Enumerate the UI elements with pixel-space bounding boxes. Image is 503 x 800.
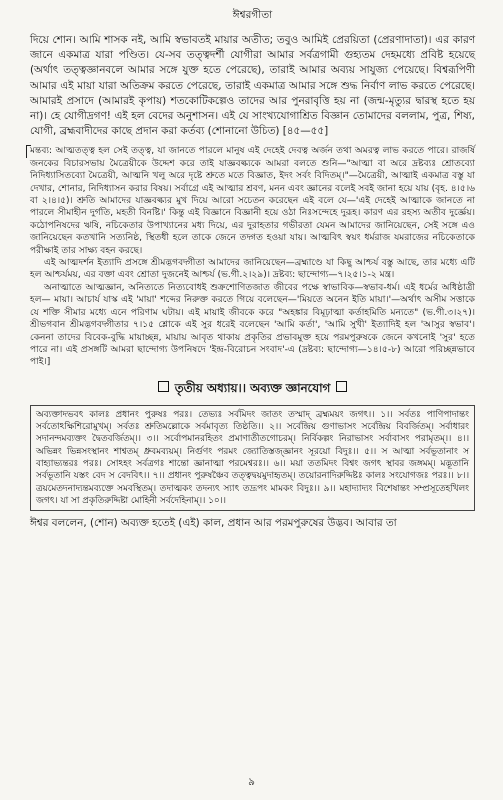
commentary-paragraph: অনাত্মাতে আত্মজ্ঞান, অনিত্যতে নিত্যবোধই শুক্রশোণিতজাত জীবের পক্ষে স্বাভাবিক—স্বভাব-ধর্ম। এই ধর্মের অধিষ্ঠাত্রী হল— মায়া। আচার্য যাস্ক এই 'মায়া' শব্দের নিরুক্ত করতে গিয়ে বলেছেন—'মিয়তে অনেন ইতি মায়া।'—অর্থাৎ অসীম সত্তাকে যে শক্তি সীমার মধ্যে এনে পরিণাম ঘটায়। এই মায়াই জীবকে করে "অহঙ্কার বিমূঢ়াত্মা কর্তাহমিতি মন্যতে" (ভ.গী.৩।২৭)। শ্রীভগবান শ্রীমদ্ভগবদ্গীতার ৭।১৫ শ্লোকে এই সুর ধরেই বলেছেন 'আমি কর্তা', 'আমি সুখী' ইত্যাদিই হল 'আসুর স্বভাব'। কেননা তাদের বিবেক-বুদ্ধি মায়াচ্ছন্ন, মায়ায় আবৃত থাকায় প্রকৃতির প্রভাবমুক্ত হয়ে পরমপুরুষকে জেনে কখনোই 'সুর' হতে পারে না। এই প্রসঙ্গটি আমরা ছান্দোগ্য উপনিষদে 'ইন্দ্র-বিরোচন সংবাদ'-এ (দ্রষ্টব্য: ছান্দোগ্য—১৪।৫-৮) আরো পরিচ্ছন্নভাবে পাই।] [30, 282, 475, 368]
translation-paragraph: ঈশ্বর বললেন, (শোন) অব্যক্ত হতেই (এই) কাল, প্রধান আর পরমপুরুষের উদ্ভব। আবার তা [30, 517, 397, 530]
chapter-title: তৃতীয় অধ্যায়।। অব্যক্ত জ্ঞানযোগ [174, 380, 331, 395]
sanskrit-verses-box: অব্যক্তাদভবৎ কালঃ প্রধানং পুরুষঃ পরঃ। তেভ্যঃ সর্বমিদং জাতং তস্মাদ্ ব্রহ্মময়ং জগৎ।। ১।। সর্বতঃ পাণিপাদান্তং সর্বতোঽক্ষিশিরোমুখম্। সর্বতঃ শ্রুতিমল্লোকে সর্বমাবৃত্য তিষ্ঠতি।। ২।। সর্বেন্দ্রিয় গুণাভাসং সর্বেন্দ্রিয় বিবর্জিতম্। সর্বাধারং সদানন্দমব্যক্তং দ্বৈতবর্জিতম্।। ৩।। সর্বোপমানরহিতং প্রমাণাতীতগোচরম্। নির্বিকল্পং নিরাভাসং সর্বাবাসং পরামৃতম্।। ৪।। অভিন্নং ভিন্নসংস্থানং শাশ্বতম্ ধ্রুবমব্যয়ম্। নির্গুণং পরমং জ্যোতিস্তজ্জ্ঞানং সূরয়ো বিদুঃ।। ৫।। স আত্মা সর্বভূতানাং স বাহ্যাভ্যন্তরঃ পরঃ। সোঽহং সর্বত্রগঃ শান্তো জ্ঞানাত্মা পরমেশ্বরঃ।। ৬।। ময়া ততমিদং বিশ্বং জগৎ স্থাবর জঙ্গমম্। মদ্ভূতানি সর্বভূতানি যস্তং বেদ স বেদবিৎ।। ৭।। প্রধানং পুরুষঞ্চৈব তত্ত্বদ্বয়মুদাহৃতম্। তয়োরনাদিরুদ্দিষ্টঃ কালঃ সংযোগজঃ পরঃ।। ৮।। ত্রয়মেতদনাদ্যন্তমব্যক্তে সমবস্থিতম্। তদাত্মকং তদন্যৎ স্যাৎ তদ্রূপং মামকং বিদুঃ।। ৯।। মহাদ্যাদ্যং বিশেষান্তং সম্প্রসূতেহখিলং জগৎ। যা সা প্রকৃতিরুদ্দিষ্টা মোহিনী সর্বদেহিনাম্।। ১০।। [30, 405, 475, 511]
opening-bracket [26, 145, 31, 158]
square-ornament-icon [158, 381, 169, 392]
running-head: ঈশ্বরগীতা [232, 9, 273, 21]
chapter-heading [30, 379, 475, 399]
commentary-paragraph: মন্তব্য: আত্মতত্ত্ব হল সেই তত্ত্ব, যা জানতে পারলে মানুষ এই দেহেই দেবত্ব অর্জন তথা অমরত্ব লাভ করতে পারে। রাজর্ষি জনকের বিচারসভায় মৈত্রেয়ীকে উদ্দেশ করে তাই যাজ্ঞবল্ক্যকে আমরা বলতে শুনি—"আত্মা বা অরে দ্রষ্টব্যঃ শ্রোতব্যো নিদিধ্যাসিতব্যো মৈত্রেয়ী, আত্মনি খলু অরে দৃষ্টে শ্রুতে মতে বিজ্ঞাত, ইদং সর্বং বিদিতম্।"—মৈত্রেয়ী, আত্মাই একমাত্র বস্তু যা দেখার, শোনার, নিদিধ্যাসন করার বিষয়। সর্বাগ্রে এই আত্মার শ্রবণ, মনন এবং জ্ঞানের বলেই সবই জানা হয়ে যায় (বৃহ. ৪।৫।৬ বা ২।৪।৫)। শ্রুতি আমাদের যাজ্ঞবল্ক্যর মুখ দিয়ে আরো সচেতন করেছেন এই বলে যে—'এই দেহেই আত্মাকে জানতে না পারলে সীমাহীন দুর্গতি, মহতী বিনষ্টি।' কিন্তু এই বিজ্ঞানে বিজ্ঞানী হয়ে ওঠা নিঃসন্দেহে দুরূহ। কারণ এর রহস্য অতীব দুর্জ্ঞেয়। কঠোপনিষদের ঋষি, নচিকেতার উপাখ্যানের মধ্য দিয়ে, এর দুরাহতার গভীরতা যেমন আমাদের জানিয়েছেন, সেই সঙ্গে এও জানিয়েছেন কতখানি সত্যনিষ্ঠ, স্থিতধী হলে তাকে জেনে তদ্গত হওয়া যায়। আত্মবিৎ স্বয়ং ধর্মরাজ যমরাজের নচিকেতাকে পরীক্ষাই তার সাক্ষ্য বহন করছে। [30, 146, 475, 256]
commentary-block [30, 145, 475, 368]
body-paragraph: দিয়ে শোন। আমি শাসক নই, আমি স্বভাবতই মায়ার অতীত; তবুও আমিই প্রেরয়িতা (প্রেরণাদাতা)। এর কারণ জানে একমাত্র যারা পণ্ডিত। যে-সব তত্ত্বদর্শী যোগীরা আমার সর্বত্রগামী গুহ্যতম দেহমধ্যে প্রবিষ্ট হয়েছে (অর্থাৎ তত্ত্বজ্ঞানবলে আমার সঙ্গে যুক্ত হতে পেরেছে), তারাই আমার অব্যয় সাযুজ্য পেয়েছে। বিশ্বরূপিণী আমার এই মায়া যারা অতিক্রম করতে পেরেছে, তারাই একমাত্র আমার সঙ্গে শুদ্ধ নির্বাণ লাভ করতে পেরেছে। আমারই প্রসাদে (আমারই কৃপায়) শতকোটিকল্পেও তাদের আর পুনরাবৃত্তি হয় না (জন্ম-মৃত্যুর দ্বারস্থ হতে হয় না)। হে যোগীদ্রগণ! এই হল বেদের অনুশাসন। এই যে সাংখ্যযোগাশ্রিত বিজ্ঞান তোমাদের বললাম, পুত্র, শিষ্য, যোগী, ব্রহ্মবাদীদের কাছে প্রদান করা কর্তব্য (শোনানো উচিত) [৪৫—৫৫] [30, 34, 475, 138]
page-number: ৯ [248, 776, 255, 788]
commentary-paragraph: এই আত্মদর্শন ইত্যাদি প্রসঙ্গে শ্রীমদ্ভগবদ্গীতা আমাদের জানিয়েছেন—ব্রহ্মাণ্ডে যা কিছু আশ্চর্য বস্তু আছে, তার মধ্যে এটি হল আশ্চর্যময়, এর বক্তা এবং শ্রোতা দুজনেই আশ্চর্য (ভ.গী.২।২৯)। দ্রষ্টব্য: ছান্দোগ্য—৭।২৫।১-২ মন্ত্র। [30, 258, 475, 281]
square-ornament-icon [336, 381, 347, 392]
